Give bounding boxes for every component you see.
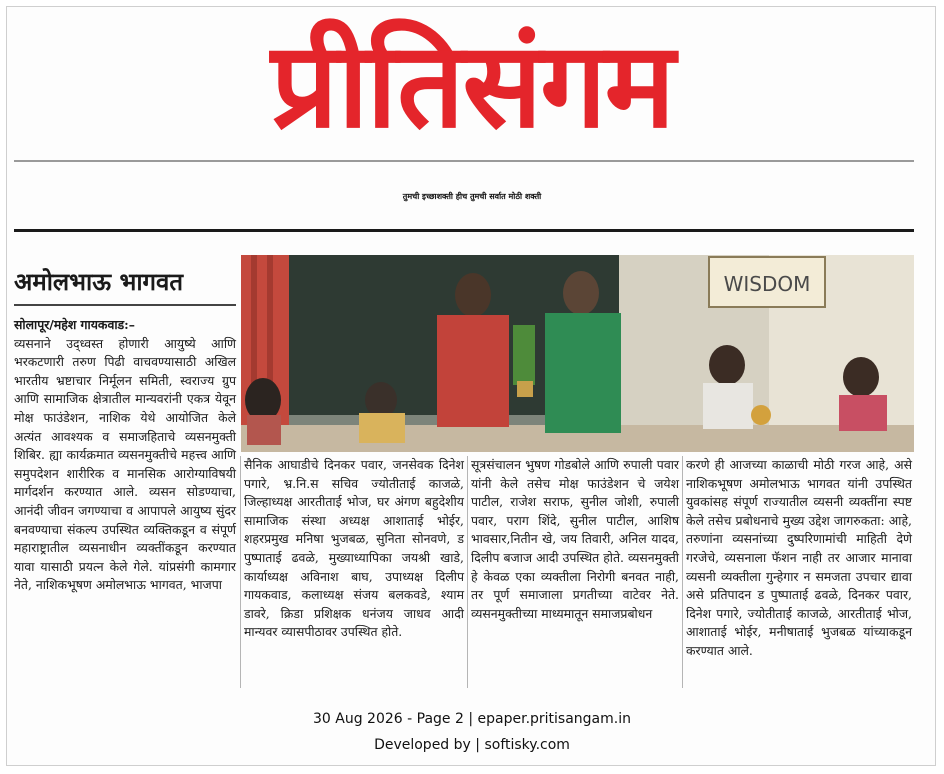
article-text-1: व्यसनाने उद्ध्वस्त होणारी आयुष्ये आणि भरकटणारी तरुण पिढी वाचवण्यासाठी अखिल भारतीय भ्रष्टाचार निर्मूलन समिती, स्वराज्य ग्रुप आणि सामाजिक क्षेत्रातील मान्यवरांनी एकत्र येवून मोक्ष फाउंडेशन, नाशिक येथे आयोजित केले अत्यंत आवश्यक व समाजहिताचे व्यसनमुक्ती शिबिर. ह्या कार्यक्रमात व्यसनमुक्तीचे महत्त्व आणि समुपदेशन शारीरिक व मानसिक आरोग्याविषयी मार्गदर्शन करण्यात आले. व्यसन सोडण्याचा, आनंदी जीवन जगण्याचा व आपापले आयुष्य सुंदर बनवण्याचा संकल्प उपस्थित व्यक्तिकडून व संपूर्ण महाराष्ट्रातील व्यसनाधीन व्यक्तींकडून करण्यात यावा यासाठी प्रयत्न केले गेले. यांप्रसंगी कामगार नेते, नाशिकभूषण अमोलभाऊ भागवत, भाजपा — [14, 335, 236, 593]
footer-separator: | — [475, 737, 480, 753]
plant-gift — [513, 325, 535, 385]
article-text-2: सैनिक आघाडीचे दिनकर पवार, जनसेवक दिनेश पगारे, भ्र.नि.स सचिव ज्योतीताई काजळे, जिल्हाध्यक्ष आरतीताई भोज, घर अंगण बहुदेशीय सामाजिक संस्था अध्यक्ष आशाताई भोईर, शहरप्रमुख मनिषा भुजबळ, सुनिता सोनवणे, ड पुष्पाताई ढवळे, मुख्याध्यापिका जयश्री खाडे, कार्याध्यक्ष अविनाश बाघ, उपाध्यक्ष दिलीप गायकवाड, कलाध्यक्ष संजय बलकवडे, श्याम डावरे, क्रिडा प्रशिक्षक धनंजय जाधव आदी मान्यवर व्यासपीठावर उपस्थित होते. — [244, 457, 464, 640]
headline: तुमची इच्छाशक्ती हीच तुमची सर्वात मोठी शक्ती — [402, 192, 542, 201]
footer-line-2 — [0, 737, 944, 753]
column-divider — [467, 456, 468, 688]
article-text-4: करणे ही आजच्या काळाची मोठी गरज आहे, असे नाशिकभूषण अमोलभाऊ भागवत यांनी उपस्थित युवकांसह संपूर्ण राज्यातील व्यसनी व्यक्तींना स्पष्ट केले तसेच प्रबोधनाचे मुख्य उद्देश जागरुकता: आहे, तरुणांना व्यसनांच्या दुष्परिणामांची माहिती देणे गरजेचे, व्यसनाला फॅशन नाही तर आजार मानावा व्यसनी व्यक्तीला गुन्हेगार न समजता उपचार द्यावा असे प्रतिपादन ड पुष्पाताई ढवळे, दिनकर पवार, दिनेश पगारे, ज्योतीताई काजळे, आरतीताई भोज, आशाताई भोईर, मनीषाताई भुजबळ यांच्याकडून करण्यात आले. — [686, 457, 912, 658]
footer-separator: | — [468, 711, 474, 727]
author-rule — [14, 304, 236, 306]
photo-illustration — [241, 255, 914, 452]
article-column-2 — [244, 456, 464, 642]
masthead-rule — [14, 160, 914, 162]
footer-date-page: 30 Aug 2026 - Page 2 — [313, 711, 464, 727]
article-photo — [241, 255, 914, 452]
masthead — [0, 10, 944, 160]
article-column-4 — [686, 456, 912, 661]
author-name: अमोलभाऊ भागवत — [14, 268, 184, 296]
column-divider — [682, 456, 683, 688]
footer-developed-label: Developed by — [374, 737, 471, 753]
headline-rule — [14, 229, 914, 232]
man-red-shirt — [437, 315, 509, 427]
article-text-3: सूत्रसंचालन भुषण गोडबोले आणि रुपाली पवार यांनी केले तसेच मोक्ष फाउंडेशन चे जयेश पाटील, राजेश सराफ, सुनील जोशी, रुपाली पवार, पराग शिंदे, सुनील पाटील, आशिष भावसार,नितीन खे, जय तिवारी, अनिल यादव, दिलीप बजाज आदी उपस्थित होते. व्यसनमुक्ती हे केवळ एका व्यक्तीला निरोगी बनवत नाही, तर पूर्ण समाजाला प्रगतीच्या वाटेवर नेते. व्यसनमुक्तीच्या माध्यमातून समाजप्रबोधन — [471, 457, 679, 621]
article-column-3 — [471, 456, 679, 623]
footer-developer-link[interactable]: softisky.com — [484, 737, 570, 753]
article-column-1 — [14, 316, 236, 595]
man-green-shirt — [545, 313, 621, 433]
column-divider — [240, 456, 241, 688]
dateline: सोलापूर/महेश गायकवाड:– — [14, 317, 135, 332]
footer-site-link[interactable]: epaper.pritisangam.in — [477, 711, 631, 727]
footer-line-1 — [0, 711, 944, 727]
wisdom-banner-text: WISDOM — [723, 272, 811, 296]
masthead-title: प्रीतिसंगम — [270, 16, 674, 154]
